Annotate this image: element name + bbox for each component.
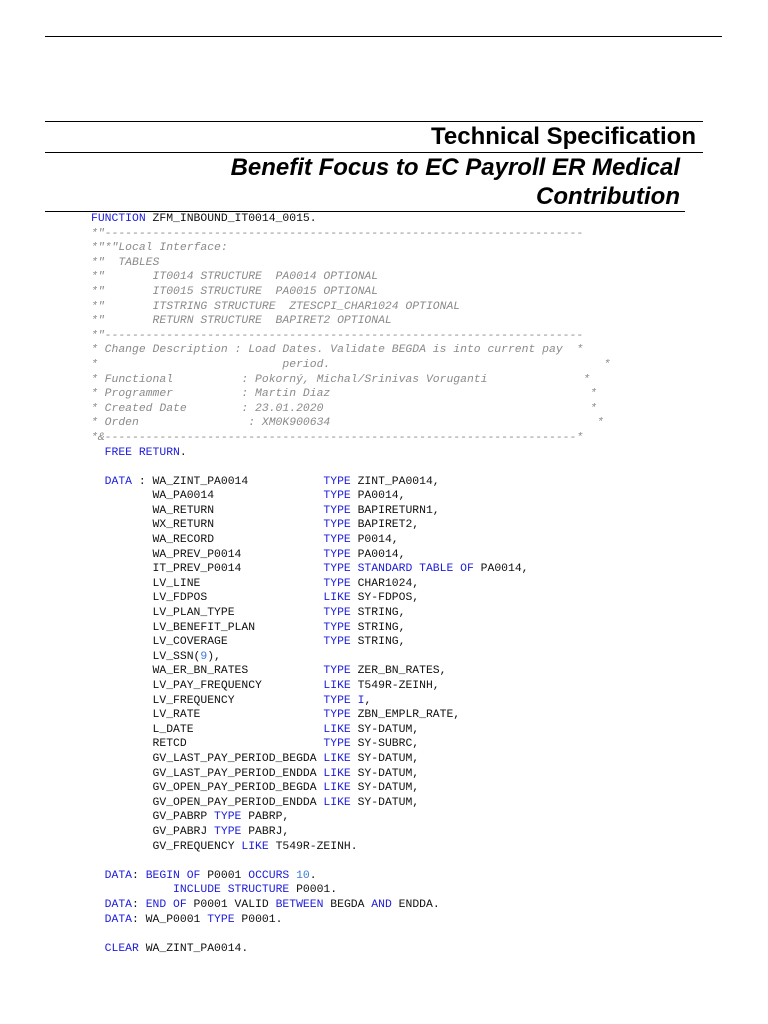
code-text: WA_PA0014 <box>91 490 324 503</box>
code-line <box>91 533 721 548</box>
code-text <box>91 914 105 926</box>
code-text <box>91 884 173 896</box>
code-comment: * Programmer : Martin Diaz * <box>91 388 597 401</box>
code-keyword: LIKE <box>323 723 351 736</box>
code-text: WA_ZINT_PA0014. <box>138 942 249 955</box>
code-keyword: TYPE STANDARD TABLE OF <box>323 563 474 576</box>
code-text: T549R-ZEINH, <box>350 680 440 692</box>
code-keyword: INCLUDE STRUCTURE <box>173 884 290 897</box>
code-text: L_DATE <box>91 723 324 736</box>
code-line <box>91 577 721 592</box>
code-text: P0001. <box>289 884 338 897</box>
code-keyword: TYPE <box>323 475 351 488</box>
code-keyword: TYPE <box>323 519 351 532</box>
code-keyword: TYPE <box>323 577 351 590</box>
code-line <box>91 314 721 329</box>
code-text: P0001. <box>234 913 283 926</box>
code-text: : <box>132 869 146 882</box>
code-line <box>91 708 721 723</box>
code-line <box>91 927 721 942</box>
code-text: SY-DATUM, <box>350 723 420 736</box>
code-text: . <box>309 869 317 882</box>
code-text: LV_PLAN_TYPE <box>91 607 324 620</box>
code-text: CHAR1024, <box>350 577 420 590</box>
code-line <box>91 591 721 606</box>
code-text: LV_BENEFIT_PLAN <box>91 621 324 634</box>
code-keyword: FUNCTION <box>91 213 146 225</box>
code-keyword: TYPE <box>323 490 351 503</box>
code-line <box>91 767 721 782</box>
code-comment: *" TABLES <box>91 256 160 269</box>
code-text: GV_LAST_PAY_PERIOD_ENDDA <box>91 767 324 780</box>
code-comment: *&---------------------------------------------------------------------* <box>91 431 584 444</box>
code-keyword: LIKE <box>323 782 351 795</box>
code-line <box>91 227 721 242</box>
code-text: LV_SSN( <box>91 650 201 663</box>
code-text: PA0014, <box>350 548 406 561</box>
code-line <box>91 942 721 957</box>
code-line <box>91 431 721 446</box>
code-line <box>91 810 721 825</box>
code-text: : <box>132 898 146 911</box>
code-number: 10 <box>296 869 310 882</box>
code-text: LV_PAY_FREQUENCY <box>91 680 324 692</box>
code-text: PABRP, <box>241 811 290 824</box>
code-comment: *"---------------------------------------------------------------------- <box>91 227 584 240</box>
code-text: ), <box>207 650 221 663</box>
code-line <box>91 373 721 388</box>
code-keyword: LIKE <box>323 752 351 765</box>
code-text: GV_PABRP <box>91 811 215 824</box>
code-keyword: TYPE <box>323 534 351 547</box>
code-text: LV_COVERAGE <box>91 636 324 649</box>
code-text: T549R-ZEINH. <box>268 840 358 853</box>
code-keyword: TYPE <box>323 665 351 678</box>
code-line <box>91 840 721 855</box>
code-line <box>91 460 721 475</box>
code-text: BAPIRET2, <box>350 519 420 532</box>
code-line <box>91 781 721 796</box>
code-number: 9 <box>200 650 208 663</box>
code-keyword: TYPE <box>323 548 351 561</box>
code-keyword: TYPE <box>323 709 351 722</box>
code-text: SY-DATUM, <box>350 752 420 765</box>
code-keyword: LIKE <box>323 680 351 692</box>
code-text: BAPIRETURN1, <box>350 504 440 517</box>
code-line <box>91 489 721 504</box>
code-line <box>91 504 721 519</box>
code-comment: *" ITSTRING STRUCTURE ZTESCPI_CHAR1024 OPTIONAL <box>91 300 461 313</box>
code-text <box>91 447 105 459</box>
code-comment: *" RETURN STRUCTURE BAPIRET2 OPTIONAL <box>91 315 392 328</box>
code-line <box>91 825 721 840</box>
code-keyword: DATA <box>104 913 133 926</box>
code-text: LV_LINE <box>91 577 324 590</box>
code-line <box>91 300 721 315</box>
code-line <box>91 737 721 752</box>
code-keyword: TYPE <box>323 504 351 517</box>
code-text: . <box>179 446 187 459</box>
code-text <box>91 899 105 911</box>
code-comment: *" IT0014 STRUCTURE PA0014 OPTIONAL <box>91 271 379 284</box>
code-comment: * period. * <box>91 358 611 371</box>
code-text: GV_LAST_PAY_PERIOD_BEGDA <box>91 752 324 765</box>
code-keyword: TYPE <box>323 607 351 620</box>
code-keyword: TYPE <box>214 811 242 824</box>
code-keyword: BETWEEN <box>275 898 324 911</box>
code-line <box>91 548 721 563</box>
abap-code-block <box>91 212 721 956</box>
code-text: WX_RETURN <box>91 519 324 532</box>
code-line <box>91 694 721 709</box>
code-keyword: TYPE <box>214 825 242 838</box>
code-keyword: CLEAR <box>104 942 139 955</box>
code-text: STRING, <box>350 636 406 649</box>
code-keyword: AND <box>371 898 392 911</box>
code-line <box>91 883 721 898</box>
code-text: GV_PABRJ <box>91 825 215 838</box>
code-text: , <box>364 694 372 707</box>
code-keyword: LIKE <box>323 796 351 809</box>
code-text: P0001 VALID <box>186 898 276 911</box>
code-text: WA_RECORD <box>91 534 324 547</box>
code-line <box>91 387 721 402</box>
code-line <box>91 518 721 533</box>
code-keyword: OCCURS <box>248 869 290 882</box>
code-comment: * Orden : XM0K900634 * <box>91 417 604 430</box>
code-comment: * Functional : Pokorný, Michal/Srinivas Voruganti * <box>91 373 590 386</box>
code-comment: *"---------------------------------------------------------------------- <box>91 329 584 342</box>
code-text: ZBN_EMPLR_RATE, <box>350 709 461 722</box>
document-title: Technical Specification <box>431 123 696 150</box>
code-line <box>91 913 721 928</box>
code-text: SY-DATUM, <box>350 782 420 795</box>
top-divider <box>45 36 722 37</box>
code-text: SY-DATUM, <box>350 796 420 809</box>
code-text: BEGDA <box>323 898 372 911</box>
code-text: ZFM_INBOUND_IT0014_0015. <box>145 213 317 225</box>
code-comment: *"*"Local Interface: <box>91 242 228 255</box>
code-text: WA_RETURN <box>91 504 324 517</box>
code-text: ZER_BN_RATES, <box>350 665 447 678</box>
code-keyword: DATA <box>104 869 133 882</box>
code-text: GV_FREQUENCY <box>91 840 242 853</box>
code-line <box>91 212 721 227</box>
code-line <box>91 241 721 256</box>
code-text: P0014, <box>350 534 399 547</box>
code-text: : WA_ZINT_PA0014 <box>132 475 324 488</box>
code-text: STRING, <box>350 607 406 620</box>
code-line <box>91 723 721 738</box>
code-line <box>91 402 721 417</box>
code-line <box>91 475 721 490</box>
code-line <box>91 358 721 373</box>
code-keyword: DATA <box>104 898 133 911</box>
code-keyword: TYPE <box>323 621 351 634</box>
code-text: SY-SUBRC, <box>350 738 420 751</box>
code-line <box>91 416 721 431</box>
code-text: LV_FREQUENCY <box>91 694 324 707</box>
code-text: PA0014, <box>350 490 406 503</box>
code-text: : WA_P0001 <box>132 913 208 926</box>
code-line <box>91 285 721 300</box>
code-text: RETCD <box>91 738 324 751</box>
code-text: P0001 <box>200 869 249 882</box>
code-line <box>91 679 721 694</box>
code-line <box>91 664 721 679</box>
code-text: SY-DATUM, <box>350 767 420 780</box>
code-text <box>91 476 105 488</box>
code-text: STRING, <box>350 621 406 634</box>
code-text: IT_PREV_P0014 <box>91 563 324 576</box>
code-text: LV_FDPOS <box>91 592 324 605</box>
code-line <box>91 343 721 358</box>
code-text: ENDDA. <box>391 898 440 911</box>
code-line <box>91 635 721 650</box>
code-comment: *" IT0015 STRUCTURE PA0015 OPTIONAL <box>91 285 379 298</box>
code-line <box>91 752 721 767</box>
code-keyword: DATA <box>104 475 133 488</box>
code-keyword: TYPE <box>323 738 351 751</box>
code-text <box>91 870 105 882</box>
code-text: PA0014, <box>473 563 529 576</box>
code-comment: * Created Date : 23.01.2020 * <box>91 402 597 415</box>
code-text <box>91 943 105 955</box>
code-keyword: FREE RETURN <box>104 446 180 459</box>
code-line <box>91 650 721 665</box>
code-line <box>91 898 721 913</box>
code-line <box>91 256 721 271</box>
code-line <box>91 606 721 621</box>
code-text: ZINT_PA0014, <box>350 475 440 488</box>
code-text: GV_OPEN_PAY_PERIOD_ENDDA <box>91 796 324 809</box>
code-keyword: LIKE <box>323 767 351 780</box>
code-line <box>91 854 721 869</box>
code-text: PABRJ, <box>241 825 290 838</box>
code-keyword: LIKE <box>323 592 351 605</box>
code-text: WA_ER_BN_RATES <box>91 665 324 678</box>
code-keyword: TYPE <box>323 636 351 649</box>
code-line <box>91 562 721 577</box>
code-line <box>91 869 721 884</box>
code-text: WA_PREV_P0014 <box>91 548 324 561</box>
code-line <box>91 446 721 461</box>
code-keyword: END OF <box>145 898 187 911</box>
code-keyword: TYPE <box>207 913 235 926</box>
code-text: LV_RATE <box>91 709 324 722</box>
code-text: GV_OPEN_PAY_PERIOD_BEGDA <box>91 782 324 795</box>
code-keyword: TYPE I <box>323 694 365 707</box>
code-line <box>91 796 721 811</box>
document-subtitle: Benefit Focus to EC Payroll ER Medical Contribution <box>230 154 680 210</box>
code-line <box>91 270 721 285</box>
code-comment: * Change Description : Load Dates. Validate BEGDA is into current pay * <box>91 344 584 357</box>
code-text: SY-FDPOS, <box>350 592 420 605</box>
code-keyword: LIKE <box>241 840 269 853</box>
code-keyword: BEGIN OF <box>145 869 201 882</box>
code-line <box>91 329 721 344</box>
code-line <box>91 621 721 636</box>
